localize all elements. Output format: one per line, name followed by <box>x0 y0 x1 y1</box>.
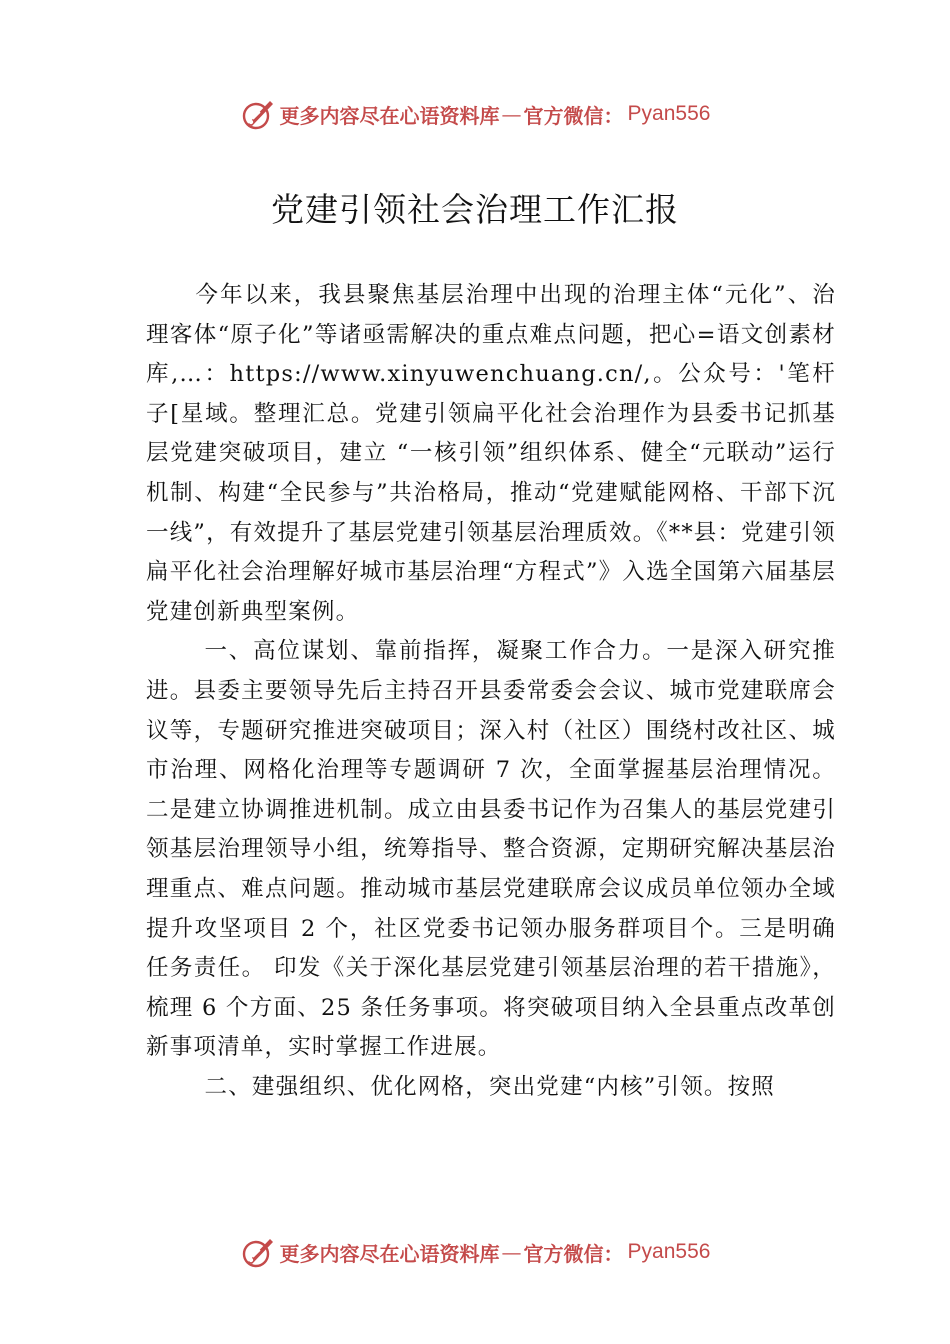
watermark-official-label: 官方微信： <box>523 103 624 128</box>
watermark-header <box>0 94 950 134</box>
watermark-separator: — <box>501 1240 522 1264</box>
paragraph-section-one: 一、高位谋划、靠前指挥，凝聚工作合力。一是深入研究推进。县委主要领导先后主持召开县委常委会会议、城市党建联席会议等，专题研究推进突破项目；深入村（社区）围绕村改社区、城市治理、网格化治理等专题调研 7 次，全面掌握基层治理情况。二是建立协调推进机制。成立由县委书记作为召集人的基层党建引领基层治理领导小组，统筹指导、整合资源，定期研究解决基层治理重点、难点问题。推动城市基层党建联席会议成员单位领办全域提升攻坚项目 2 个，社区党委书记领办服务群项目个。三是明确任务责任。 印发《关于深化基层党建引领基层治理的若干措施》，梳理 6 个方面、25 条任务事项。将突破项目纳入全县重点改革创新事项清单，实时掌握工作进展。 <box>146 638 836 1061</box>
watermark-footer <box>0 1232 950 1272</box>
paragraph-section-two: 二、建强组织、优化网格，突出党建“内核”引领。按照 <box>204 1073 776 1100</box>
watermark-library-text: 更多内容尽在心语资料库 <box>279 103 500 128</box>
document-body <box>146 276 836 1107</box>
document-title: 党建引领社会治理工作汇报 <box>271 190 679 229</box>
watermark-wechat-id: Pyan556 <box>627 1240 711 1263</box>
watermark-wechat-id: Pyan556 <box>627 102 711 125</box>
watermark-library-text: 更多内容尽在心语资料库 <box>279 1241 500 1266</box>
paragraph-intro: 今年以来，我县聚焦基层治理中出现的治理主体“元化”、治理客体“原子化”等诸亟需解决的重点难点问题，把心=语文创素材库,…：https://www.xinyuwenchuang.cn/,。公众号：'笔杆子[星域。整理汇总。党建引领扁平化社会治理作为县委书记抓基层党建突破项目，建立 “一核引领”组织体系、健全“元联动”运行机制、构建“全民参与”共治格局，推动“党建赋能网格、干部下沉一线”，有效提升了基层党建引领基层治理质效。《**县：党建引领扁平化社会治理解好城市基层治理“方程式”》入选全国第六届基层党建创新典型案例。 <box>146 282 836 625</box>
watermark-separator: — <box>501 102 522 126</box>
quill-pen-logo-icon <box>240 1234 276 1270</box>
watermark-official-label: 官方微信： <box>523 1241 624 1266</box>
quill-pen-logo-icon <box>240 96 276 132</box>
